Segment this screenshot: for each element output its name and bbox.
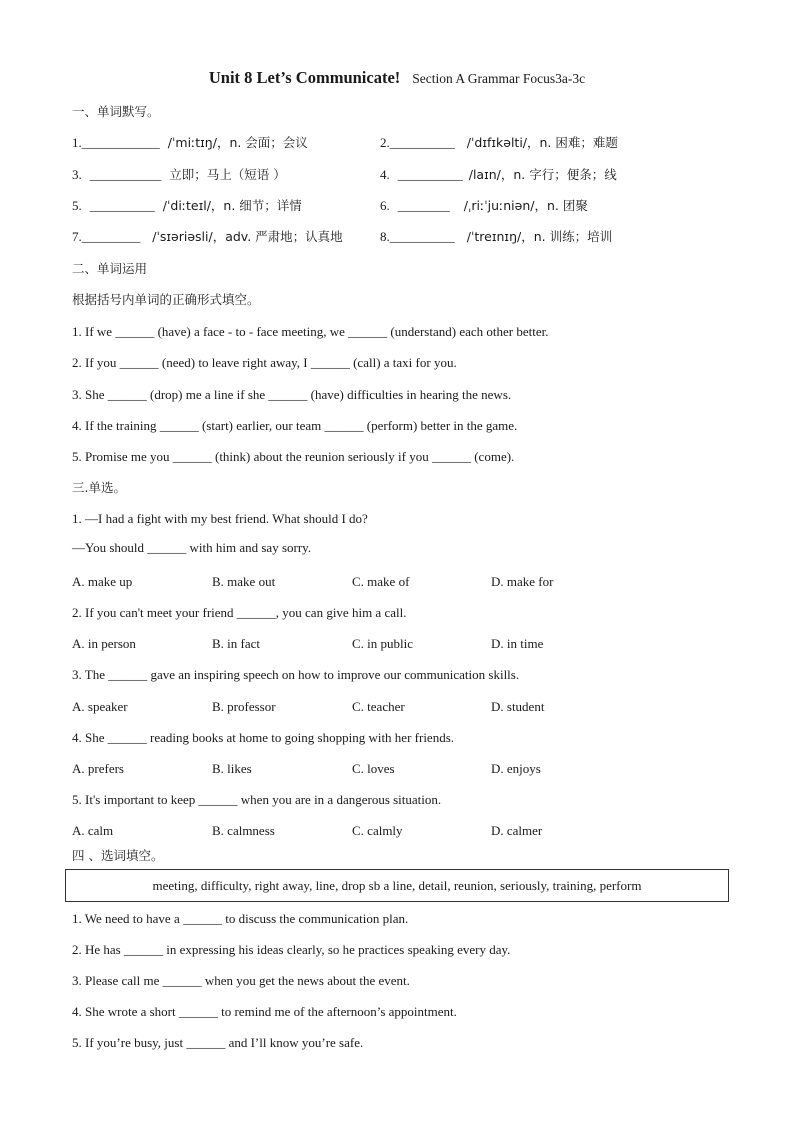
fill-blank-question: 3. She ______ (drop) me a line if she ______ (have) difficulties in hearing the news. bbox=[72, 387, 512, 402]
answer-blank[interactable]: __________ bbox=[389, 135, 455, 150]
mc-option[interactable]: D. student bbox=[491, 699, 545, 714]
word-fill-question: 3. Please call me ______ when you get the news about the event. bbox=[72, 973, 410, 988]
answer-blank[interactable]: ____________ bbox=[81, 135, 160, 150]
unit-title: Unit 8 Let’s Communicate! bbox=[208, 68, 401, 87]
part3-heading: 三.单选。 bbox=[72, 480, 126, 495]
vocab-item: 5. __________ /ˈdiːteɪl/，n. 细节；详情 bbox=[72, 198, 302, 213]
answer-blank[interactable]: ___________ bbox=[89, 167, 162, 182]
answer-blank[interactable]: __________ bbox=[89, 198, 155, 213]
vocab-item: 1.____________ /ˈmiːtɪŋ/，n. 会面；会议 bbox=[72, 135, 308, 150]
word-fill-question: 4. She wrote a short ______ to remind me of the afternoon’s appointment. bbox=[72, 1004, 457, 1019]
mc-option[interactable]: C. in public bbox=[352, 636, 414, 651]
fill-blank-question: 2. If you ______ (need) to leave right away, I ______ (call) a taxi for you. bbox=[72, 355, 457, 370]
mc-question: 5. It's important to keep ______ when you are in a dangerous situation. bbox=[72, 792, 442, 807]
word-bank-box bbox=[65, 869, 729, 902]
mc-option[interactable]: A. make up bbox=[72, 574, 133, 589]
part2-heading: 二、单词运用 bbox=[72, 261, 148, 276]
part4-heading: 四 、选词填空。 bbox=[72, 848, 164, 863]
mc-option[interactable]: B. likes bbox=[212, 761, 252, 776]
mc-option[interactable]: C. teacher bbox=[352, 699, 405, 714]
mc-question: 1. —I had a fight with my best friend. What should I do? bbox=[72, 511, 368, 526]
answer-blank[interactable]: _________ bbox=[81, 229, 141, 244]
mc-option[interactable]: A. prefers bbox=[72, 761, 124, 776]
mc-question: 2. If you can't meet your friend ______, you can give him a call. bbox=[72, 605, 407, 620]
mc-question: 3. The ______ gave an inspiring speech on how to improve our communication skills. bbox=[72, 667, 520, 682]
vocab-item: 4. __________ /laɪn/，n. 字行；便条；线 bbox=[380, 167, 617, 182]
fill-blank-question: 5. Promise me you ______ (think) about the reunion seriously if you ______ (come). bbox=[72, 449, 515, 464]
mc-option[interactable]: A. in person bbox=[72, 636, 136, 651]
fill-blank-question: 1. If we ______ (have) a face - to - face meeting, we ______ (understand) each other better. bbox=[72, 324, 549, 339]
mc-option[interactable]: B. in fact bbox=[212, 636, 261, 651]
vocab-item: 3. ___________ 立即；马上（短语 ） bbox=[72, 167, 286, 182]
mc-question-line2: —You should ______ with him and say sorry. bbox=[72, 540, 312, 555]
mc-option[interactable]: B. make out bbox=[212, 574, 276, 589]
section-subtitle: Section A Grammar Focus3a-3c bbox=[412, 71, 586, 86]
mc-option[interactable]: D. calmer bbox=[491, 823, 543, 838]
fill-blank-question: 4. If the training ______ (start) earlier, our team ______ (perform) better in the game. bbox=[72, 418, 518, 433]
mc-option[interactable]: B. professor bbox=[212, 699, 276, 714]
answer-blank[interactable]: ________ bbox=[397, 198, 450, 213]
word-fill-question: 5. If you’re busy, just ______ and I’ll know you’re safe. bbox=[72, 1035, 364, 1050]
mc-option[interactable]: D. in time bbox=[491, 636, 544, 651]
mc-option[interactable]: A. calm bbox=[72, 823, 114, 838]
word-fill-question: 2. He has ______ in expressing his ideas clearly, so he practices speaking every day. bbox=[72, 942, 511, 957]
mc-option[interactable]: C. calmly bbox=[352, 823, 403, 838]
part1-heading: 一、单词默写。 bbox=[72, 104, 160, 119]
answer-blank[interactable]: __________ bbox=[397, 167, 463, 182]
mc-option[interactable]: D. enjoys bbox=[491, 761, 541, 776]
vocab-item: 6. ________ /ˌriːˈjuːniən/，n. 团聚 bbox=[380, 198, 588, 213]
part2-instruction: 根据括号内单词的正确形式填空。 bbox=[72, 292, 260, 307]
mc-option[interactable]: C. loves bbox=[352, 761, 395, 776]
word-bank-text: meeting, difficulty, right away, line, drop sb a line, detail, reunion, seriously, training, perform bbox=[152, 877, 642, 893]
word-fill-question: 1. We need to have a ______ to discuss the communication plan. bbox=[72, 911, 409, 926]
mc-option[interactable]: B. calmness bbox=[212, 823, 275, 838]
vocab-item: 8.__________ /ˈtreɪnɪŋ/，n. 训练；培训 bbox=[380, 229, 613, 244]
mc-question: 4. She ______ reading books at home to going shopping with her friends. bbox=[72, 730, 455, 745]
worksheet-title bbox=[0, 68, 794, 88]
vocab-item: 2.__________ /ˈdɪfɪkəlti/，n. 困难；难题 bbox=[380, 135, 618, 150]
mc-option[interactable]: C. make of bbox=[352, 574, 410, 589]
vocab-item: 7._________ /ˈsɪəriəsli/，adv. 严肃地；认真地 bbox=[72, 229, 343, 244]
mc-option[interactable]: D. make for bbox=[491, 574, 554, 589]
mc-option[interactable]: A. speaker bbox=[72, 699, 128, 714]
answer-blank[interactable]: __________ bbox=[389, 229, 455, 244]
